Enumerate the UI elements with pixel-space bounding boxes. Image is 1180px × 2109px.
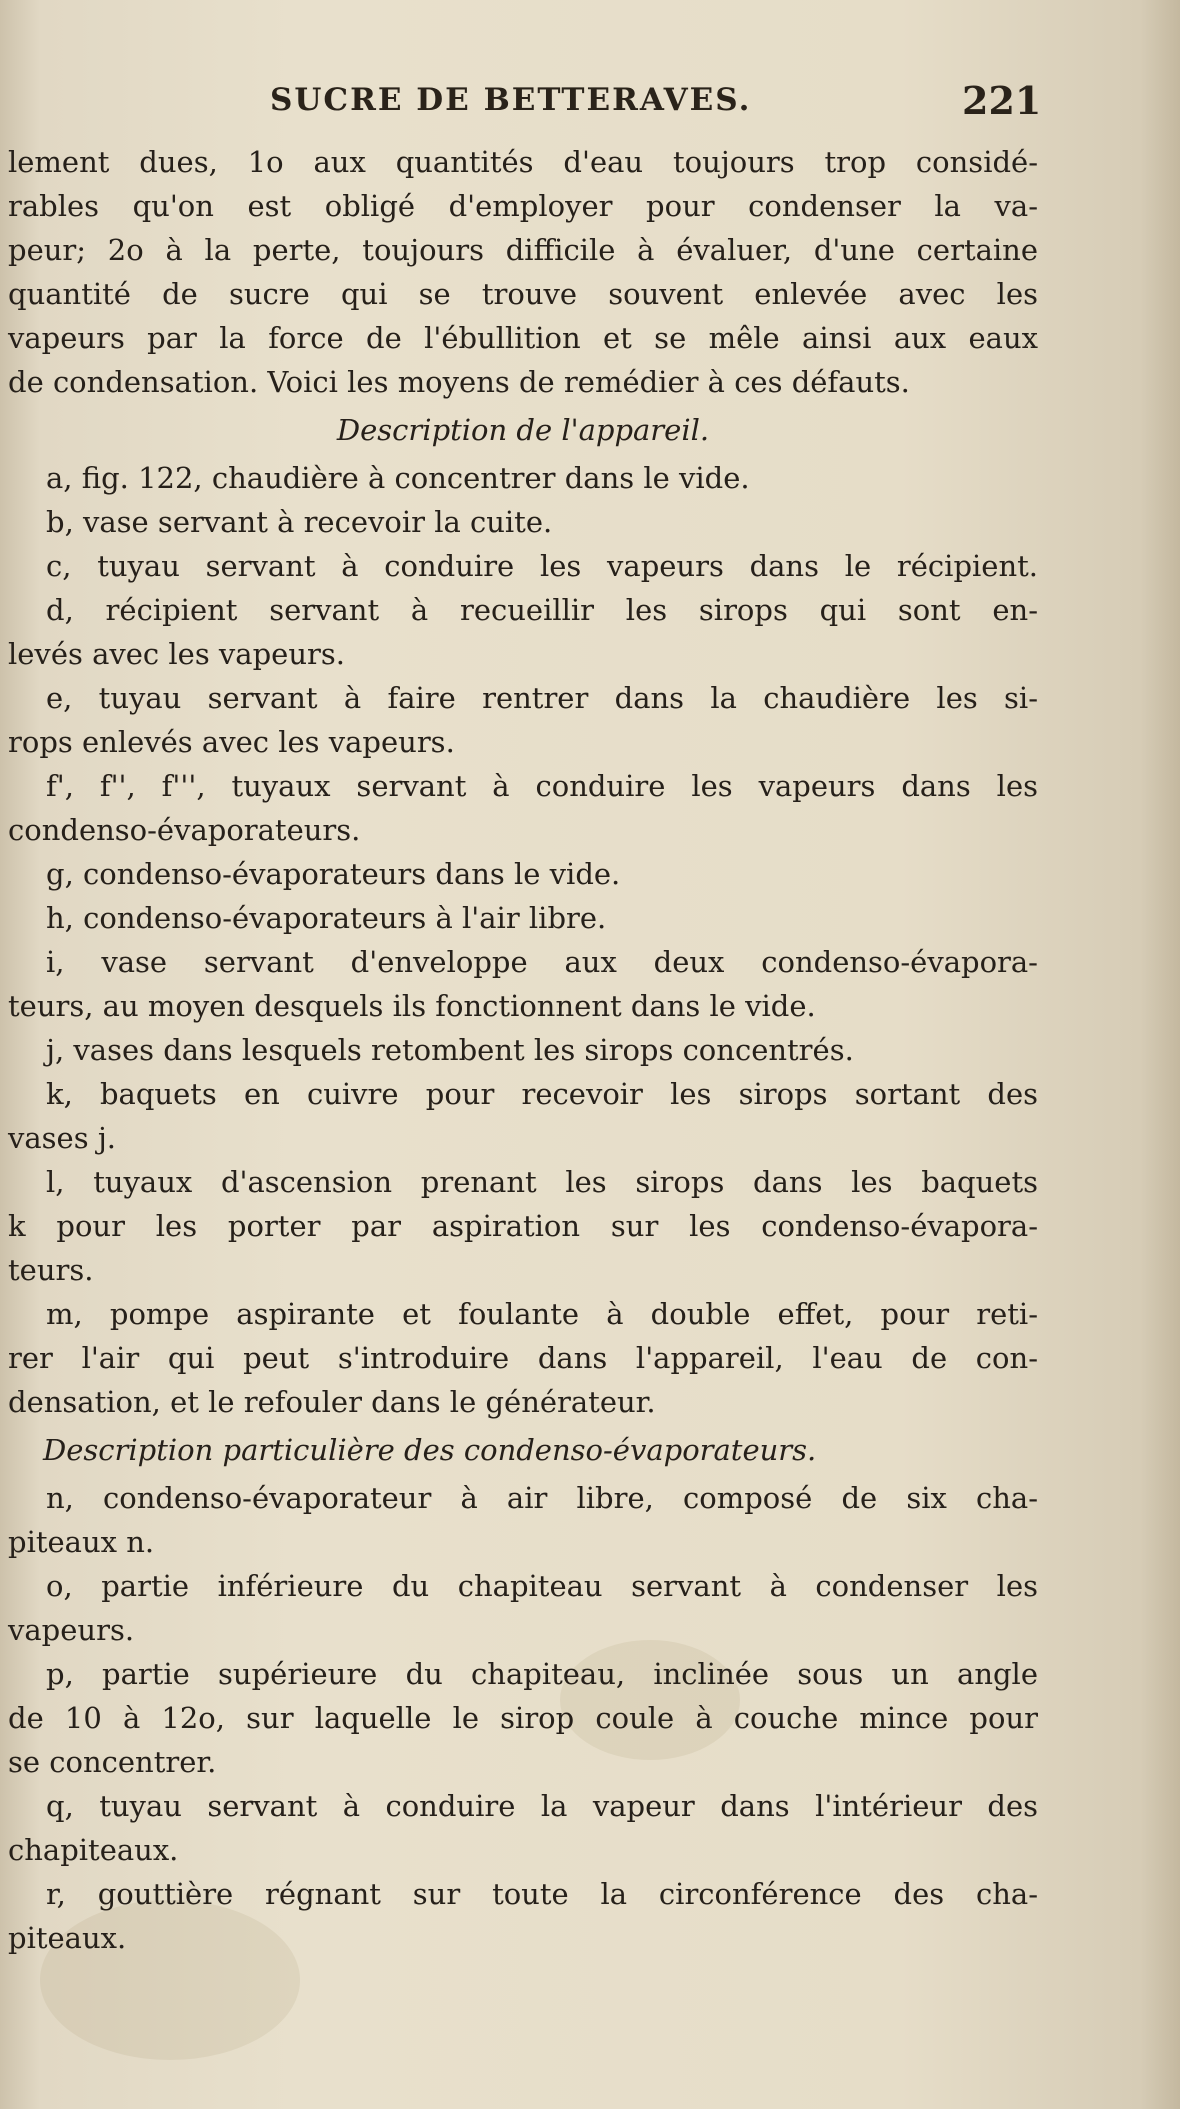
legend-item-cont: teurs. bbox=[8, 1253, 94, 1287]
legend-item: r, gouttière régnant sur toute la circonférence des cha- bbox=[46, 1877, 1038, 1911]
text-line: rables qu'on est obligé d'employer pour condenser la va- bbox=[8, 189, 1038, 223]
legend-item-cont: vapeurs. bbox=[8, 1613, 135, 1647]
text-line: peur; 2o à la perte, toujours difficile à évaluer, d'une certaine bbox=[8, 233, 1038, 267]
section-heading: Description de l'appareil. bbox=[336, 413, 710, 447]
text-line: quantité de sucre qui se trouve souvent enlevée avec les bbox=[8, 277, 1038, 311]
page-number: 221 bbox=[962, 78, 1042, 123]
legend-item: l, tuyaux d'ascension prenant les sirops dans les baquets bbox=[46, 1165, 1038, 1199]
legend-item: h, condenso-évaporateurs à l'air libre. bbox=[46, 901, 607, 935]
legend-item: c, tuyau servant à conduire les vapeurs dans le récipient. bbox=[46, 549, 1038, 583]
legend-item-cont: piteaux n. bbox=[8, 1525, 155, 1559]
legend-item: k, baquets en cuivre pour recevoir les sirops sortant des bbox=[46, 1077, 1038, 1111]
legend-item: e, tuyau servant à faire rentrer dans la chaudière les si- bbox=[46, 681, 1038, 715]
legend-item: p, partie supérieure du chapiteau, inclinée sous un angle bbox=[46, 1657, 1038, 1691]
legend-item-cont: teurs, au moyen desquels ils fonctionnent dans le vide. bbox=[8, 989, 816, 1023]
page-header bbox=[0, 78, 1180, 132]
legend-item: f', f'', f''', tuyaux servant à conduire les vapeurs dans les bbox=[46, 769, 1038, 803]
legend-item: g, condenso-évaporateurs dans le vide. bbox=[46, 857, 621, 891]
text-line: de condensation. Voici les moyens de remédier à ces défauts. bbox=[8, 365, 910, 399]
legend-item: d, récipient servant à recueillir les sirops qui sont en- bbox=[46, 593, 1038, 627]
legend-item: a, fig. 122, chaudière à concentrer dans le vide. bbox=[46, 461, 750, 495]
legend-item: b, vase servant à recevoir la cuite. bbox=[46, 505, 553, 539]
legend-item-cont: se concentrer. bbox=[8, 1745, 217, 1779]
body-text bbox=[8, 140, 1038, 1960]
legend-item: o, partie inférieure du chapiteau servant à condenser les bbox=[46, 1569, 1038, 1603]
legend-item-cont: levés avec les vapeurs. bbox=[8, 637, 345, 671]
legend-item-cont: densation, et le refouler dans le générateur. bbox=[8, 1385, 656, 1419]
legend-item-cont: condenso-évaporateurs. bbox=[8, 813, 361, 847]
legend-item: j, vases dans lesquels retombent les sirops concentrés. bbox=[46, 1033, 854, 1067]
text-line: lement dues, 1o aux quantités d'eau toujours trop considé- bbox=[8, 145, 1038, 179]
legend-item-cont: rops enlevés avec les vapeurs. bbox=[8, 725, 455, 759]
legend-item-cont: chapiteaux. bbox=[8, 1833, 179, 1867]
text-line: vapeurs par la force de l'ébullition et se mêle ainsi aux eaux bbox=[8, 321, 1038, 355]
legend-item: i, vase servant d'enveloppe aux deux condenso-évapora- bbox=[46, 945, 1038, 979]
legend-item-cont: vases j. bbox=[8, 1121, 117, 1155]
legend-item: m, pompe aspirante et foulante à double effet, pour reti- bbox=[46, 1297, 1038, 1331]
running-head: SUCRE DE BETTERAVES. bbox=[270, 82, 752, 118]
legend-item: n, condenso-évaporateur à air libre, composé de six cha- bbox=[46, 1481, 1038, 1515]
legend-item-cont: piteaux. bbox=[8, 1921, 127, 1955]
legend-item-cont: rer l'air qui peut s'introduire dans l'appareil, l'eau de con- bbox=[8, 1341, 1038, 1375]
legend-item: q, tuyau servant à conduire la vapeur dans l'intérieur des bbox=[46, 1789, 1038, 1823]
section-heading: Description particulière des condenso-évaporateurs. bbox=[43, 1433, 817, 1467]
legend-item-cont: de 10 à 12o, sur laquelle le sirop coule à couche mince pour bbox=[8, 1701, 1038, 1735]
legend-item-cont: k pour les porter par aspiration sur les condenso-évapora- bbox=[8, 1209, 1038, 1243]
